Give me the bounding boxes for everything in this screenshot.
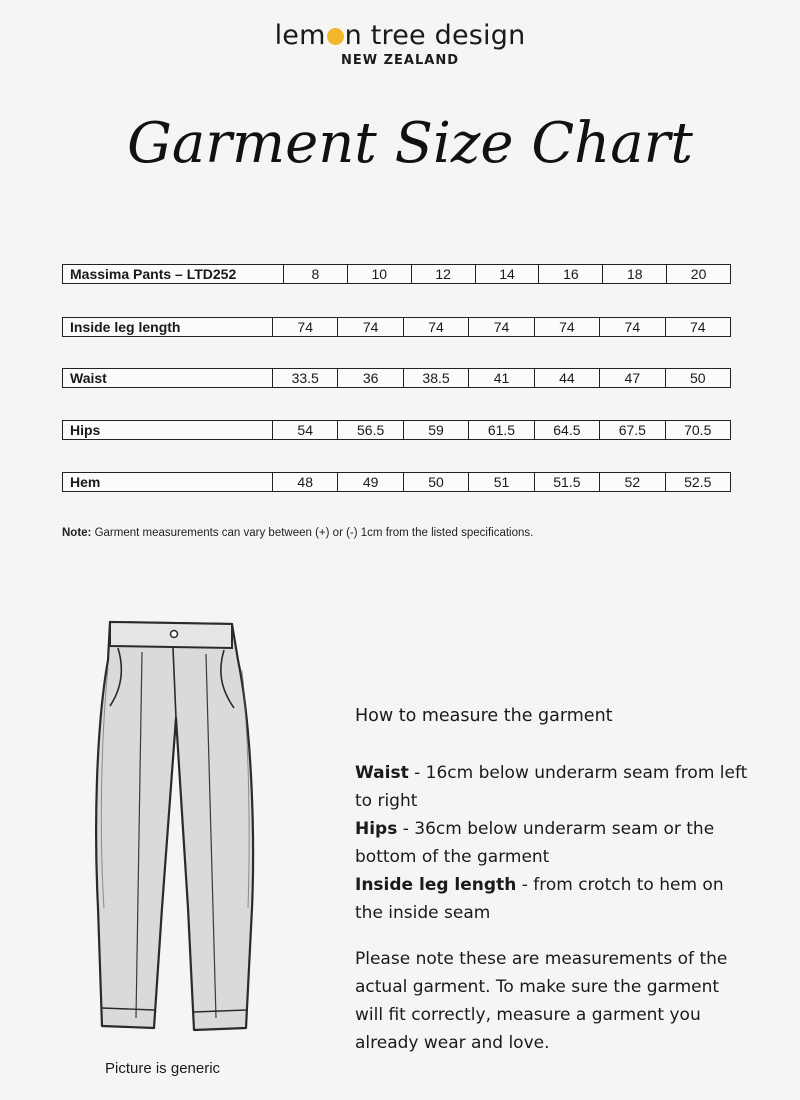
table-header-label: Massima Pants – LTD252 — [63, 265, 284, 283]
brand-logo — [0, 20, 800, 51]
table-cell: 36 — [338, 369, 403, 387]
lemon-o-icon — [327, 28, 344, 45]
table-cell: 51.5 — [535, 473, 600, 491]
table-cell: 74 — [535, 318, 600, 336]
row-label: Hips — [63, 421, 273, 439]
size-cell: 12 — [412, 265, 476, 283]
how-to-measure-heading: How to measure the garment — [355, 706, 613, 726]
instruction-desc: - 16cm below underarm seam from left to right — [355, 763, 748, 811]
table-row — [62, 420, 731, 440]
table-header-row — [62, 264, 731, 284]
size-cell: 14 — [476, 265, 540, 283]
table-cell: 74 — [338, 318, 403, 336]
measurement-advice: Please note these are measurements of the actual garment. To make sure the garment will fit correctly, measure a garment you already wear and love. — [355, 949, 728, 1053]
brand-country: NEW ZEALAND — [340, 53, 459, 68]
table-cell: 52.5 — [684, 474, 712, 490]
table-cell: 52 — [600, 473, 665, 491]
table-cell: 64.5 — [535, 421, 600, 439]
brand-name-end: n tree design — [344, 20, 526, 51]
table-cell: 51 — [469, 473, 534, 491]
table-cell: 59 — [404, 421, 469, 439]
table-cell: 44 — [535, 369, 600, 387]
instruction-item — [355, 759, 750, 815]
size-cell: 18 — [603, 265, 667, 283]
page-title-text: Garment Size Chart — [127, 111, 693, 176]
table-cell: 50 — [404, 473, 469, 491]
table-cell: 61.5 — [469, 421, 534, 439]
note-text: Garment measurements can vary between (+) or (-) 1cm from the listed specifications. — [91, 527, 534, 539]
measurement-note — [62, 527, 533, 539]
table-cell: 74 — [469, 318, 534, 336]
size-cell: 16 — [539, 265, 603, 283]
table-cell: 33.5 — [273, 369, 338, 387]
row-label: Hem — [63, 473, 273, 491]
instruction-desc: - 36cm below underarm seam or the bottom of the garment — [355, 819, 715, 867]
table-cell: 74 — [404, 318, 469, 336]
table-cell: 74 — [689, 319, 706, 335]
instruction-desc: - from crotch to hem on the inside seam — [355, 875, 724, 923]
instruction-term: Inside leg length — [355, 875, 517, 895]
image-caption: Picture is generic — [105, 1060, 221, 1077]
row-label: Waist — [63, 369, 273, 387]
table-row — [62, 368, 731, 388]
pants-illustration — [90, 608, 260, 1048]
table-cell: 47 — [600, 369, 665, 387]
instruction-term: Waist — [355, 763, 409, 783]
table-cell: 38.5 — [404, 369, 469, 387]
table-cell: 50 — [689, 370, 706, 386]
table-cell: 67.5 — [600, 421, 665, 439]
table-cell: 48 — [273, 473, 338, 491]
table-cell: 41 — [469, 369, 534, 387]
brand-name-start: lem — [274, 20, 326, 51]
table-cell: 56.5 — [338, 421, 403, 439]
instruction-item — [355, 815, 750, 871]
table-cell: 49 — [338, 473, 403, 491]
page-title — [120, 100, 700, 190]
size-cell: 8 — [284, 265, 348, 283]
note-label: Note: — [62, 527, 92, 539]
brand-header — [0, 20, 800, 68]
size-cell: 10 — [348, 265, 412, 283]
table-cell: 70.5 — [684, 422, 712, 438]
instruction-item — [355, 871, 750, 927]
how-to-measure-section — [355, 705, 750, 1057]
table-row — [62, 472, 731, 492]
table-row — [62, 317, 731, 337]
instruction-term: Hips — [355, 819, 398, 839]
table-cell: 74 — [273, 318, 338, 336]
table-cell: 74 — [600, 318, 665, 336]
row-label: Inside leg length — [63, 318, 273, 336]
size-cell: 20 — [690, 266, 707, 282]
table-cell: 54 — [273, 421, 338, 439]
